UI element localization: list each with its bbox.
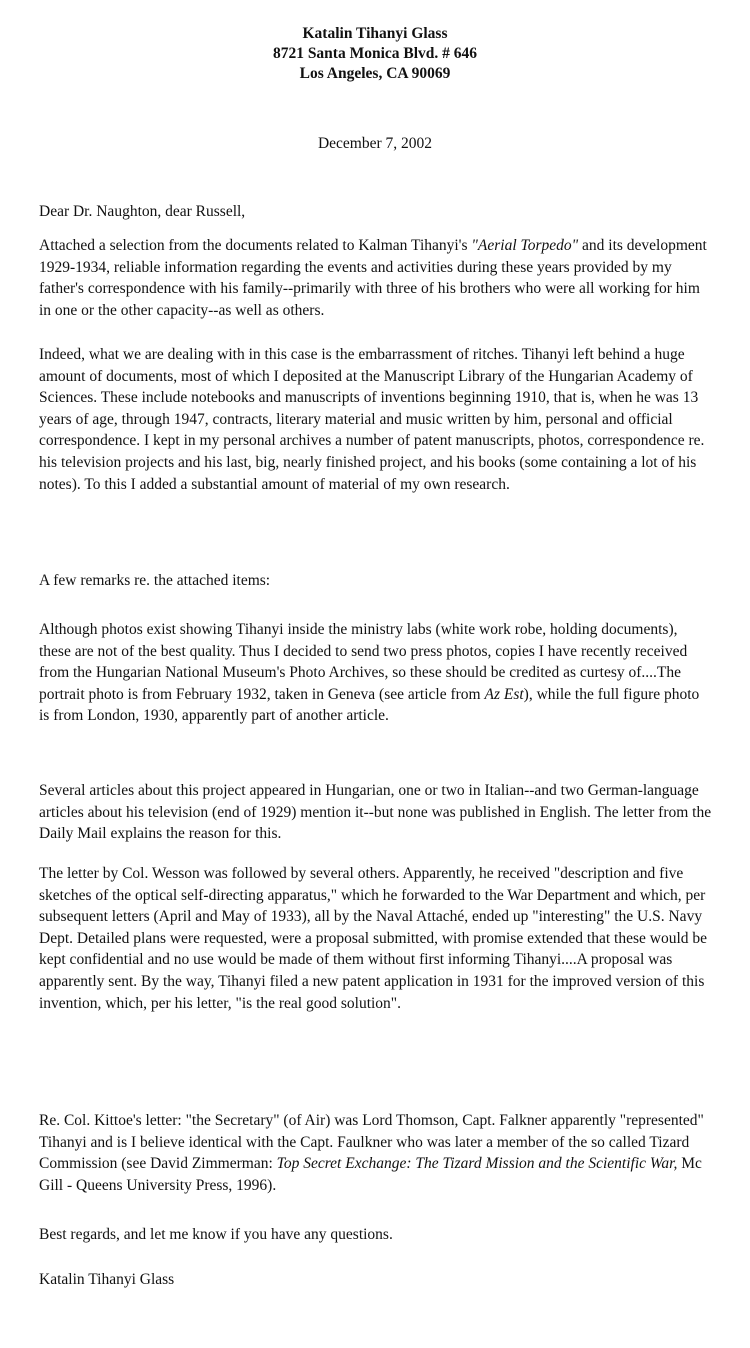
- closing: Best regards, and let me know if you have any questions.: [39, 1226, 393, 1243]
- paragraph-1: [39, 235, 713, 321]
- paragraph-1-text-b: and its development 1929-1934, reliable information regarding the events and activities during these years provided by my father's correspondence with his family--primarily with three of his brothers who were all working for him in one or the other capacity--as well as others.: [39, 237, 707, 319]
- letterhead: [0, 24, 750, 84]
- sender-address: 8721 Santa Monica Blvd. # 646: [272, 45, 478, 62]
- paragraph-4-text-b: ), while the full figure photo is from London, 1930, apparently part of another article.: [39, 685, 700, 725]
- sender-city: Los Angeles, CA 90069: [299, 65, 451, 82]
- sender-name: Katalin Tihanyi Glass: [302, 25, 448, 42]
- paragraph-6: The letter by Col. Wesson was followed by several others. Apparently, he received "description and five sketches of the optical self-directing apparatus," which he forwarded to the War Department and which, per subsequent letters (April and May of 1933), all by the Naval Attaché, ended up "interesting" the U.S. Navy Dept. Detailed plans were requested, were a proposal submitted, with promise extended that these would be kept confidential and no use would be made of them without first informing Tihanyi....A proposal was apparently sent. By the way, Tihanyi filed a new patent application in 1931 for the improved version of this invention, which, per his letter, "is the real good solution".: [39, 865, 708, 1012]
- paragraph-4-title: Az Est: [484, 685, 524, 703]
- paragraph-4-text-a: Although photos exist showing Tihanyi inside the ministry labs (white work robe, holding documents), these are not of the best quality. Thus I decided to send two press photos, copies I have recently received from the Hungarian National Museum's Photo Archives, so these should be credited as curtesy of....The portrait photo is from February 1932, taken in Geneva (see article from: [39, 621, 688, 703]
- paragraph-3: A few remarks re. the attached items:: [39, 572, 271, 589]
- paragraph-4: [39, 619, 713, 727]
- paragraph-7-title: Top Secret Exchange: The Tizard Mission and the Scientific War,: [276, 1155, 678, 1173]
- paragraph-2: Indeed, what we are dealing with in this case is the embarrassment of ritches. Tihanyi left behind a huge amount of documents, most of which I deposited at the Manuscript Library of the Hungarian Academy of Sciences. These include notebooks and manuscripts of inventions beginning 1910, that is, when he was 13 years of age, through 1947, contracts, literary material and music written by him, personal and official correspondence. I kept in my personal archives a number of patent manuscripts, photos, correspondence re. his television projects and his last, big, nearly finished project, and his books (some containing a lot of his notes). To this I added a substantial amount of material of my own research.: [39, 346, 705, 493]
- salutation: Dear Dr. Naughton, dear Russell,: [39, 203, 246, 220]
- paragraph-1-text-a: Attached a selection from the documents related to Kalman Tihanyi's: [39, 237, 472, 254]
- paragraph-7-text-a: Re. Col. Kittoe's letter: "the Secretary" (of Air) was Lord Thomson, Capt. Falkner apparently "represented" Tihanyi and is I believe identical with the Capt. Faulkner who was later a member of the so called Tizard Commission (see David Zimmerman:: [39, 1112, 704, 1173]
- paragraph-1-title: "Aerial Torpedo": [471, 237, 579, 254]
- paragraph-5: Several articles about this project appeared in Hungarian, one or two in Italian--and two German-language articles about his television (end of 1929) mention it--but none was published in English. The letter from the Daily Mail explains the reason for this.: [39, 782, 712, 843]
- signature: Katalin Tihanyi Glass: [39, 1271, 175, 1288]
- letter-date: December 7, 2002: [317, 135, 433, 152]
- paragraph-7-text-b: Mc Gill - Queens University Press, 1996).: [39, 1155, 702, 1194]
- paragraph-7: [39, 1110, 713, 1196]
